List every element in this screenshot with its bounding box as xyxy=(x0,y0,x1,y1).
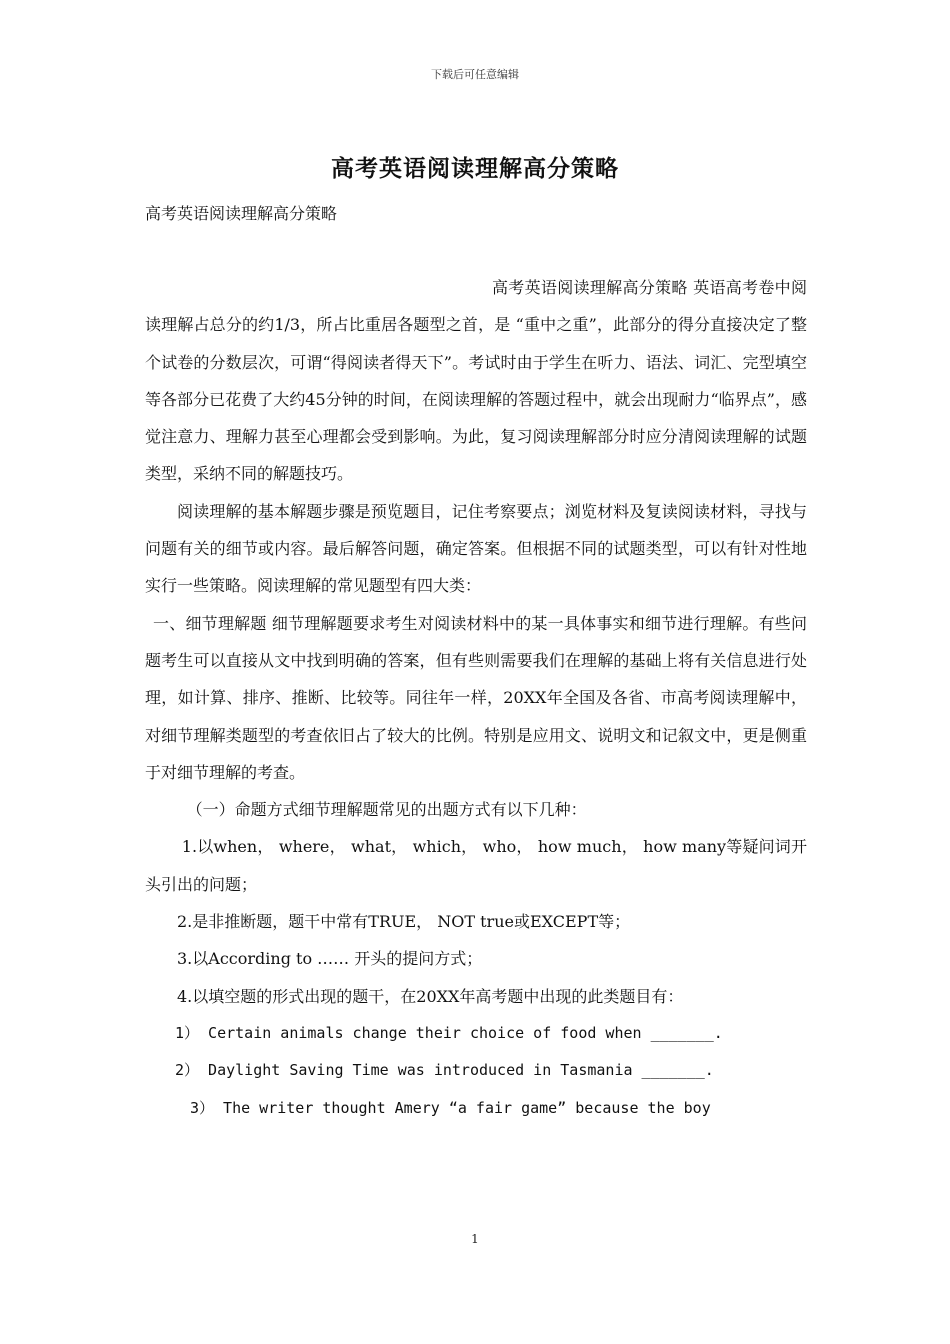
paragraph-detail-questions: 一、细节理解题 细节理解题要求考生对阅读材料中的某一具体事实和细节进行理解。有些问题考生可以直接从文中找到明确的答案，但有些则需要我们在理解的基础上将有关信息进行处理，如计算、排序、推断、比较等。同往年一样，20XX年全国及各省、市高考阅读理解中，对细节理解类题型的考查依旧占了较大的比例。特别是应用文、说明文和记叙文中，更是侧重于对细节理解的考查。 xyxy=(145,613,807,782)
document-subtitle: 高考英语阅读理解高分策略 xyxy=(145,204,338,223)
paragraph-intro: 高考英语阅读理解高分策略 英语高考卷中阅读理解占总分的约1/3，所占比重居各题型之首，是 “重中之重”，此部分的得分直接决定了整个试卷的分数层次，可谓“得阅读者得天下”。考试时由于学生在听力、语法、词汇、完型填空等各部分已花费了大约45分钟的时间，在阅读理解的答题过程中，就会出现耐力“临界点”，感觉注意力、理解力甚至心理都会受到影响。为此，复习阅读理解部分时应分清阅读理解的试题类型，采纳不同的解题技巧。 xyxy=(145,278,807,484)
list-item-2: 2.是非推断题，题干中常有TRUE， NOT true或EXCEPT等； xyxy=(177,912,631,932)
example-item-2: 2） Daylight Saving Time was introduced in Tasmania _______. xyxy=(175,1061,714,1080)
list-item-3: 3.以According to …… 开头的提问方式； xyxy=(177,949,483,969)
document-title: 高考英语阅读理解高分策略 xyxy=(331,155,619,182)
list-item-4: 4.以填空题的形式出现的题干，在20XX年高考题中出现的此类题目有： xyxy=(177,986,684,1006)
example-item-3: 3） The writer thought Amery “a fair game” because the boy xyxy=(190,1098,711,1117)
page-number: 1 xyxy=(471,1232,479,1246)
paragraph-question-forms: （一）命题方式细节理解题常见的出题方式有以下几种： xyxy=(186,800,587,820)
document-body xyxy=(145,195,807,1127)
paragraph-steps: 阅读理解的基本解题步骤是预览题目，记住考察要点；浏览材料及复读阅读材料，寻找与问题有关的细节或内容。最后解答问题，确定答案。但根据不同的试题类型，可以有针对性地实行一些策略。阅读理解的常见题型有四大类： xyxy=(145,501,807,596)
page-header-note: 下载后可任意编辑 xyxy=(431,68,519,81)
example-item-1: 1） Certain animals change their choice of food when _______. xyxy=(175,1023,723,1042)
list-item-1: 1.以when， where， what， which， who， how much， how many等疑问词开头引出的问题； xyxy=(145,837,807,894)
